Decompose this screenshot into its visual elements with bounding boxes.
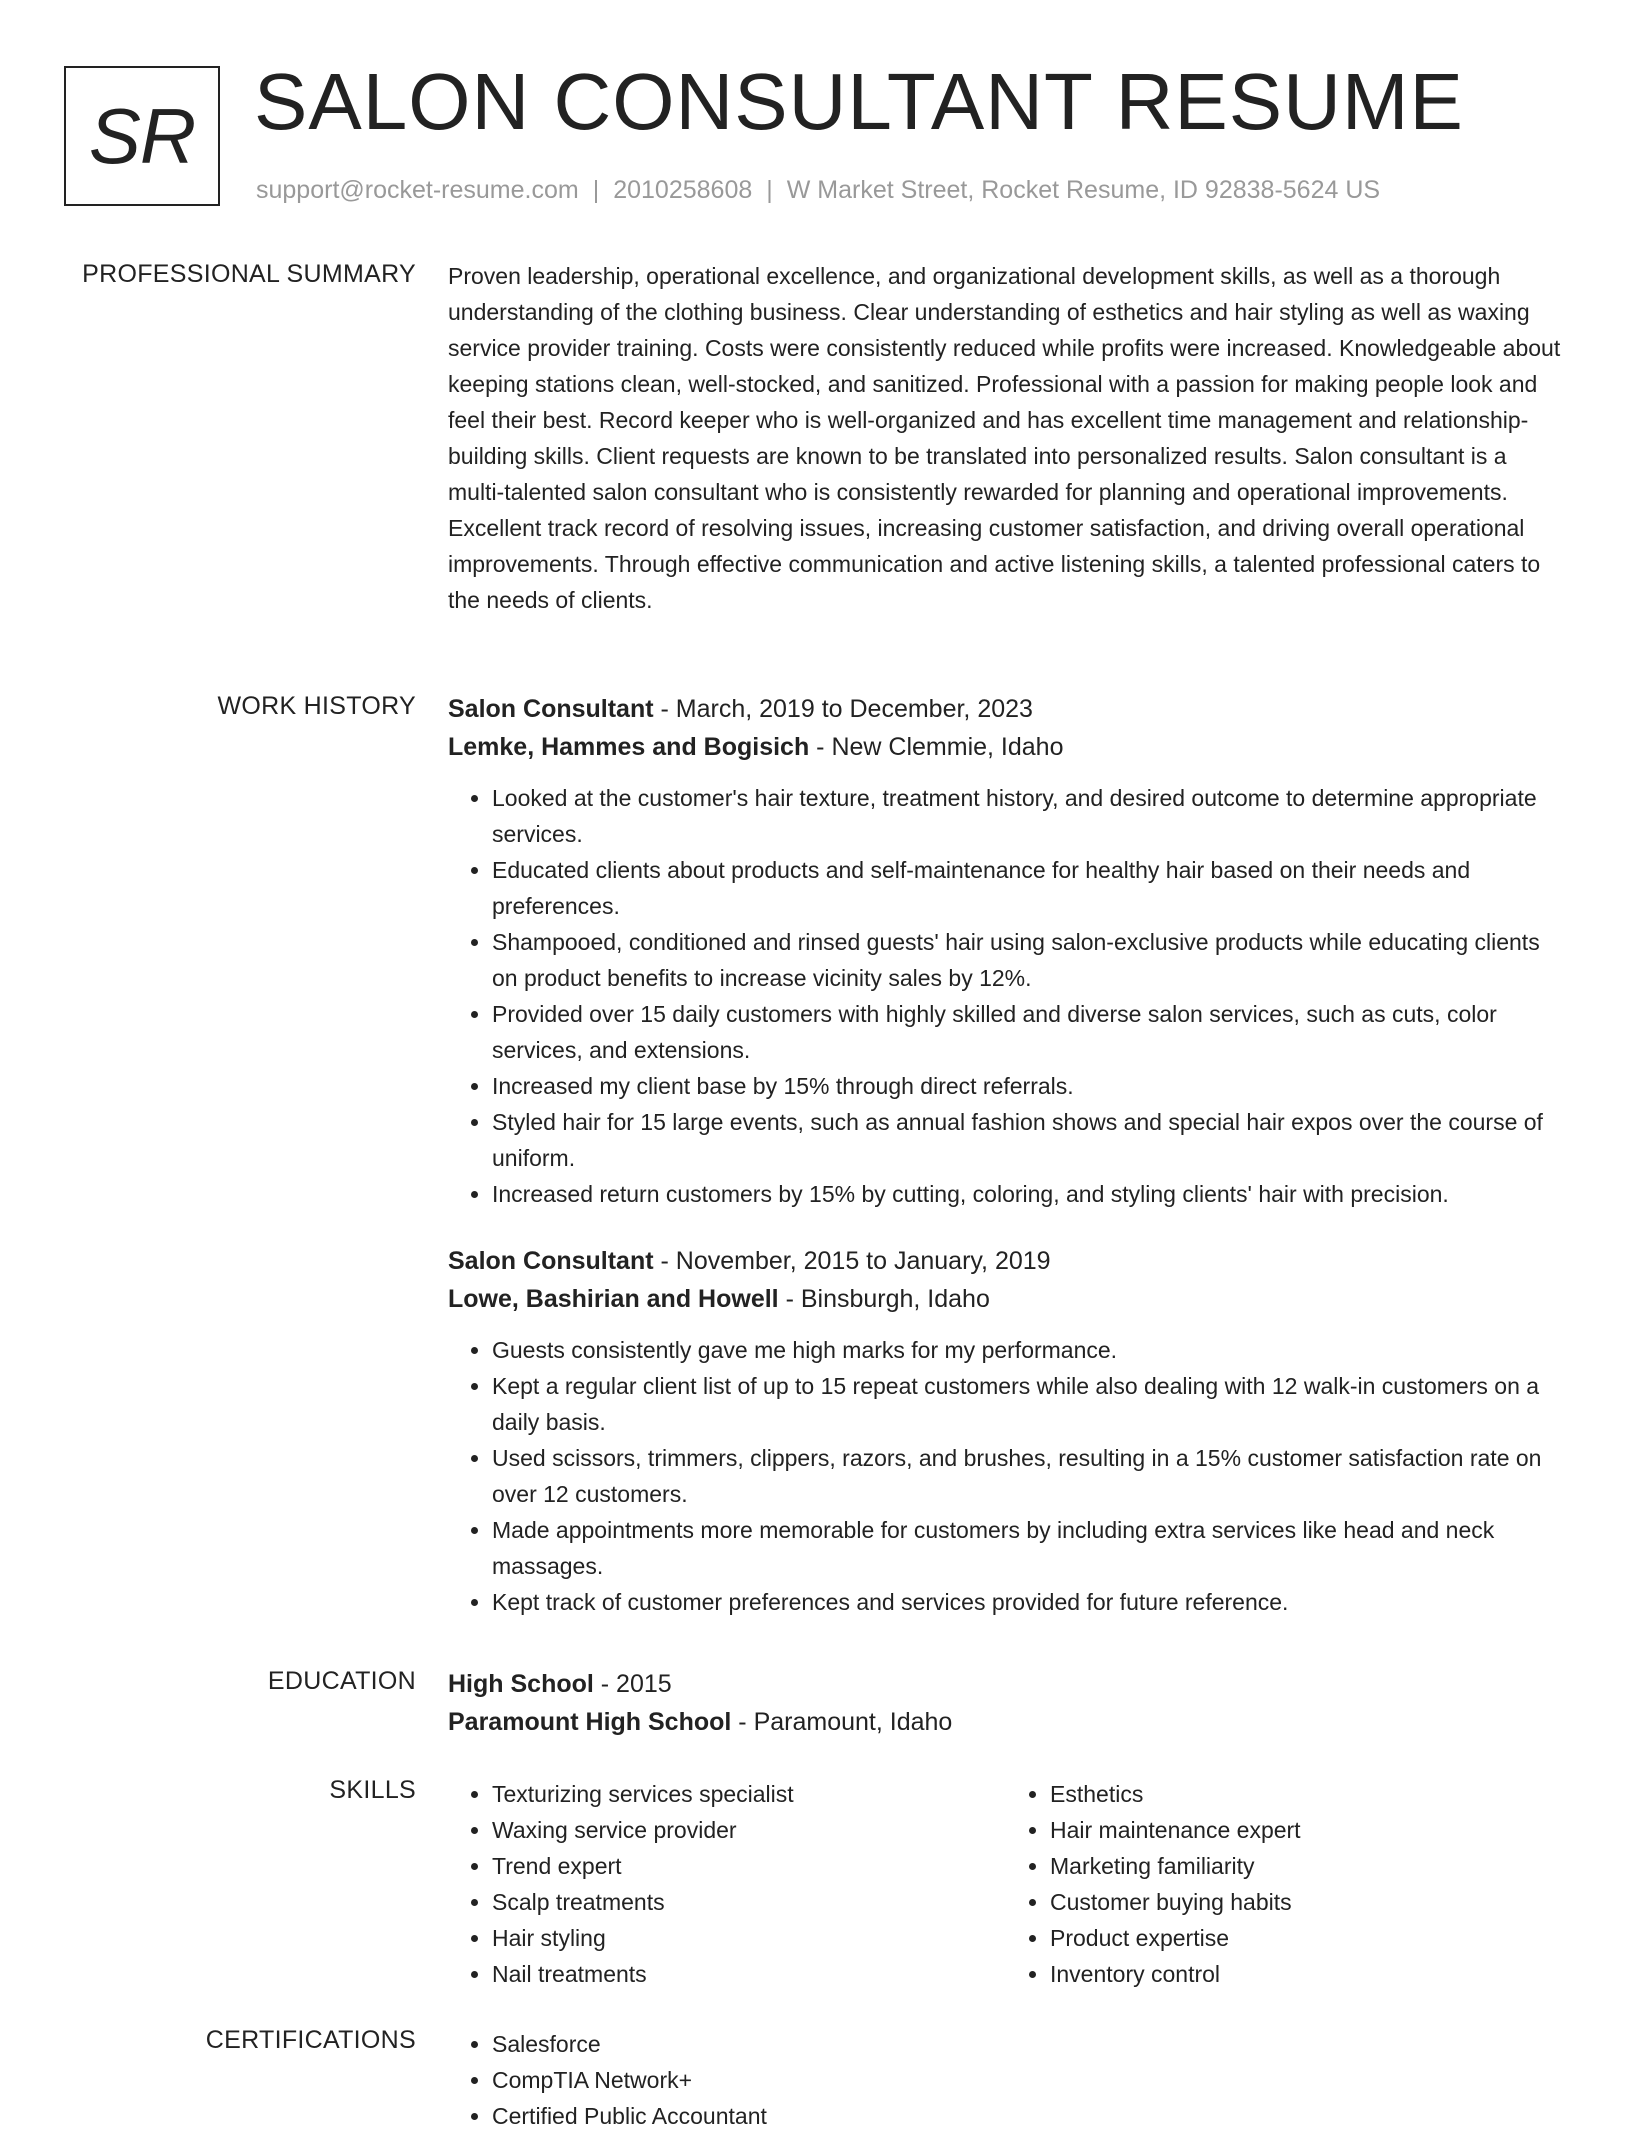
job-company: Lemke, Hammes and Bogisich (448, 733, 810, 761)
skill-item: • Nail treatments (492, 1956, 1006, 1992)
education-degree-line (448, 1665, 1564, 1703)
contact-separator: | (766, 176, 773, 204)
contact-line (256, 176, 1380, 205)
section-label-skills: SKILLS (329, 1776, 416, 1804)
skill-item: • Product expertise (1050, 1920, 1564, 1956)
job-bullet: • Guests consistently gave me high marks for my performance. (492, 1332, 1564, 1368)
contact-email[interactable]: support@rocket-resume.com (256, 176, 579, 204)
job-company: Lowe, Bashirian and Howell (448, 1285, 779, 1313)
education-body (448, 1665, 1564, 1741)
job-entry (448, 690, 1564, 1212)
skills-list-right (1006, 1776, 1564, 1992)
job-bullet-list (448, 1332, 1564, 1620)
section-label-work-history: WORK HISTORY (217, 692, 416, 720)
job-entry (448, 1242, 1564, 1620)
job-location: - Binsburgh, Idaho (778, 1285, 990, 1313)
job-dates: - November, 2015 to January, 2019 (653, 1247, 1051, 1275)
job-bullet: • Used scissors, trimmers, clippers, razors, and brushes, resulting in a 15% customer satisfaction rate on over 12 customers. (492, 1440, 1564, 1512)
job-title-line (448, 690, 1564, 728)
education-location: - Paramount, Idaho (731, 1708, 953, 1736)
skills-body (448, 1776, 1564, 1992)
skill-item: • Waxing service provider (492, 1812, 1006, 1848)
contact-phone[interactable]: 2010258608 (613, 176, 753, 204)
job-bullet: • Provided over 15 daily customers with highly skilled and diverse salon services, such as cuts, color services, and extensions. (492, 996, 1564, 1068)
education-year: - 2015 (593, 1670, 672, 1698)
job-title: Salon Consultant (448, 1247, 654, 1275)
job-bullet: • Educated clients about products and self-maintenance for healthy hair based on their needs and preferences. (492, 852, 1564, 924)
job-title: Salon Consultant (448, 695, 654, 723)
job-company-line (448, 1280, 1564, 1318)
certifications-list (448, 2026, 1564, 2134)
job-bullet-list (448, 780, 1564, 1212)
job-bullet: • Kept a regular client list of up to 15 repeat customers while also dealing with 12 walk-in customers on a daily basis. (492, 1368, 1564, 1440)
job-location: - New Clemmie, Idaho (809, 733, 1064, 761)
work-history-body (448, 690, 1564, 1650)
skill-item: • Texturizing services specialist (492, 1776, 1006, 1812)
section-label-education: EDUCATION (267, 1667, 416, 1695)
skills-list-left (448, 1776, 1006, 1992)
job-bullet: • Increased my client base by 15% through direct referrals. (492, 1068, 1564, 1104)
skill-item: • Scalp treatments (492, 1884, 1006, 1920)
contact-separator: | (592, 176, 600, 204)
education-school-line (448, 1703, 1564, 1741)
certifications-body (448, 2026, 1564, 2134)
summary-text: Proven leadership, operational excellence, and organizational development skills, as well as a thorough understanding of the clothing business. Clear understanding of esthetics and hair styling as well as waxing service provider training. Costs were consistently reduced while profits were increased. Knowledgeable about keeping stations clean, well-stocked, and sanitized. Professional with a passion for making people look and feel their best. Record keeper who is well-organized and has excellent time management and relationship-building skills. Client requests are known to be translated into personalized results. Salon consultant is a multi-talented salon consultant who is consistently rewarded for planning and operational improvements. Excellent track record of resolving issues, increasing customer satisfaction, and driving overall operational improvements. Through effective communication and active listening skills, a talented professional caters to the needs of clients. (448, 263, 1561, 613)
monogram-initials: SR (88, 91, 196, 180)
certification-item: • CompTIA Network+ (492, 2062, 1564, 2098)
skill-item: • Trend expert (492, 1848, 1006, 1884)
monogram-badge (64, 66, 220, 206)
section-label-certifications: CERTIFICATIONS (205, 2026, 416, 2054)
job-bullet: • Kept track of customer preferences and services provided for future reference. (492, 1584, 1564, 1620)
job-bullet: • Looked at the customer's hair texture, treatment history, and desired outcome to determine appropriate services. (492, 780, 1564, 852)
certification-item: • Certified Public Accountant (492, 2098, 1564, 2134)
job-title-line (448, 1242, 1564, 1280)
summary-body (448, 258, 1564, 618)
job-bullet: • Shampooed, conditioned and rinsed guests' hair using salon-exclusive products while educating clients on product benefits to increase vicinity sales by 12%. (492, 924, 1564, 996)
certification-item: • Salesforce (492, 2026, 1564, 2062)
job-company-line (448, 728, 1564, 766)
skill-item: • Inventory control (1050, 1956, 1564, 1992)
page-title: SALON CONSULTANT RESUME (254, 57, 1464, 146)
skill-item: • Marketing familiarity (1050, 1848, 1564, 1884)
contact-address: W Market Street, Rocket Resume, ID 92838-5624 US (786, 176, 1381, 204)
job-bullet: • Increased return customers by 15% by cutting, coloring, and styling clients' hair with precision. (492, 1176, 1564, 1212)
skill-item: • Hair maintenance expert (1050, 1812, 1564, 1848)
skill-item: • Hair styling (492, 1920, 1006, 1956)
job-dates: - March, 2019 to December, 2023 (653, 695, 1033, 723)
education-degree: High School (448, 1670, 594, 1698)
skill-item: • Customer buying habits (1050, 1884, 1564, 1920)
skill-item: • Esthetics (1050, 1776, 1564, 1812)
job-bullet: • Made appointments more memorable for customers by including extra services like head and neck massages. (492, 1512, 1564, 1584)
education-school: Paramount High School (448, 1708, 732, 1736)
job-bullet: • Styled hair for 15 large events, such as annual fashion shows and special hair expos over the course of uniform. (492, 1104, 1564, 1176)
skills-columns (448, 1776, 1564, 1992)
section-label-summary: PROFESSIONAL SUMMARY (82, 260, 416, 288)
